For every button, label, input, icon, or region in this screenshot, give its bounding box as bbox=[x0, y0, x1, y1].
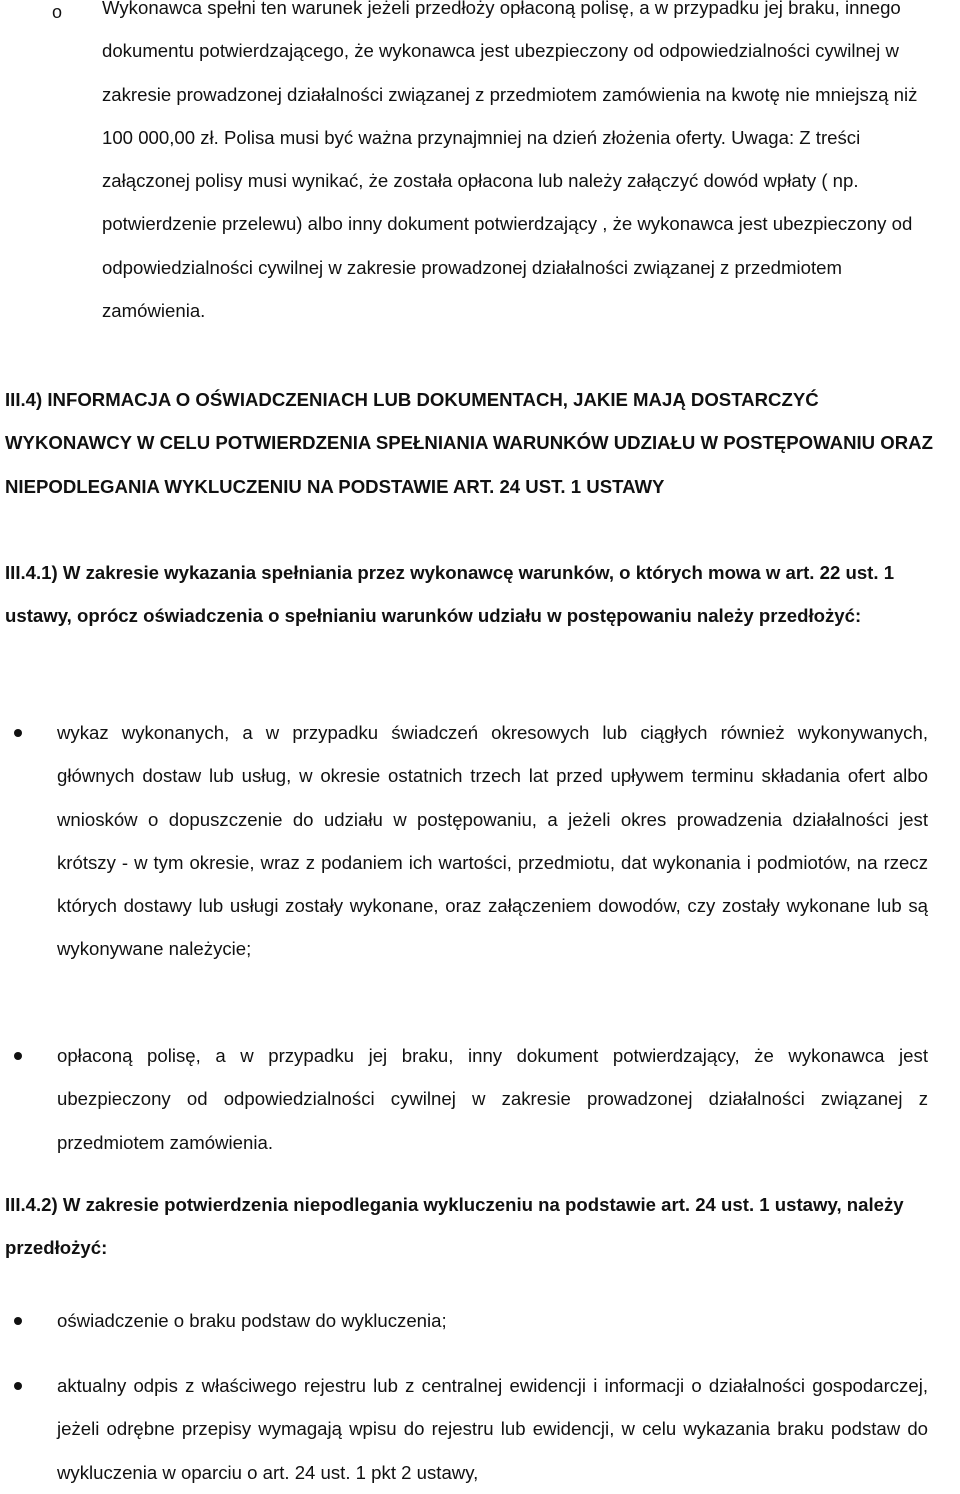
subsection-2-heading: III.4.2) W zakresie potwierdzenia niepodlegania wykluczeniu na podstawie art. 24 ust. 1 ustawy, należy przedłożyć: bbox=[5, 1194, 904, 1259]
bullet-dot-icon bbox=[14, 1382, 22, 1390]
list-item-text: oświadczenie o braku podstaw do wykluczenia; bbox=[57, 1310, 447, 1331]
subsection-1-heading: III.4.1) W zakresie wykazania spełniania przez wykonawcę warunków, o których mowa w art. 22 ust. 1 ustawy, oprócz oświadczenia o spełnianiu warunków udziału w postępowaniu należy przedłożyć: bbox=[5, 562, 895, 627]
section-heading: III.4) INFORMACJA O OŚWIADCZENIACH LUB DOKUMENTACH, JAKIE MAJĄ DOSTARCZYĆ WYKONAWCY W CELU POTWIERDZENIA SPEŁNIANIA WARUNKÓW UDZIAŁU W POSTĘPOWANIU ORAZ NIEPODLEGANIA WYKLUCZENIU NA PODSTAWIE ART. 24 UST. 1 USTAWY bbox=[5, 389, 933, 497]
bullet-dot-icon bbox=[14, 729, 22, 737]
list-item-text: wykaz wykonanych, a w przypadku świadczeń okresowych lub ciągłych również wykonywanych, głównych dostaw lub usług, w okresie ostatnich trzech lat przed upływem terminu składania ofert albo wniosków o dopuszczenie do udziału w postępowaniu, a jeżeli okres prowadzenia działalności jest krótszy - w tym okresie, wraz z podaniem ich wartości, przedmiotu, dat wykonania i podmiotów, na rzecz których dostawy lub usługi zostały wykonane, oraz załączeniem dowodów, czy zostały wykonane lub są wykonywane należycie; bbox=[57, 722, 928, 960]
bullet-dot-icon bbox=[14, 1317, 22, 1325]
list-item-text: opłaconą polisę, a w przypadku jej braku, inny dokument potwierdzający, że wykonawca jest ubezpieczony od odpowiedzialności cywilnej w zakresie prowadzonej działalności związanej z przedmiotem zamówienia. bbox=[57, 1045, 928, 1153]
sub-bullet-text: Wykonawca spełni ten warunek jeżeli przedłoży opłaconą polisę, a w przypadku jej braku, innego dokumentu potwierdzającego, że wykonawca jest ubezpieczony od odpowiedzialności cywilnej w zakresie prowadzonej działalności związanej z przedmiotem zamówienia na kwotę nie mniejszą niż 100 000,00 zł. Polisa musi być ważna przynajmniej na dzień złożenia oferty. Uwaga: Z treści załączonej polisy musi wynikać, że została opłacona lub należy załączyć dowód wpłaty ( np. potwierdzenie przelewu) albo inny dokument potwierdzający , że wykonawca jest ubezpieczony od odpowiedzialności cywilnej w zakresie prowadzonej działalności związanej z przedmiotem zamówienia. bbox=[102, 0, 918, 322]
circle-bullet-marker: o bbox=[52, 2, 63, 22]
list-item-text: aktualny odpis z właściwego rejestru lub z centralnej ewidencji i informacji o działalności gospodarczej, jeżeli odrębne przepisy wymagają wpisu do rejestru lub ewidencji, w celu wykazania braku podstaw do wykluczenia w oparciu o art. 24 ust. 1 pkt 2 ustawy, bbox=[57, 1375, 928, 1483]
bullet-dot-icon bbox=[14, 1052, 22, 1060]
